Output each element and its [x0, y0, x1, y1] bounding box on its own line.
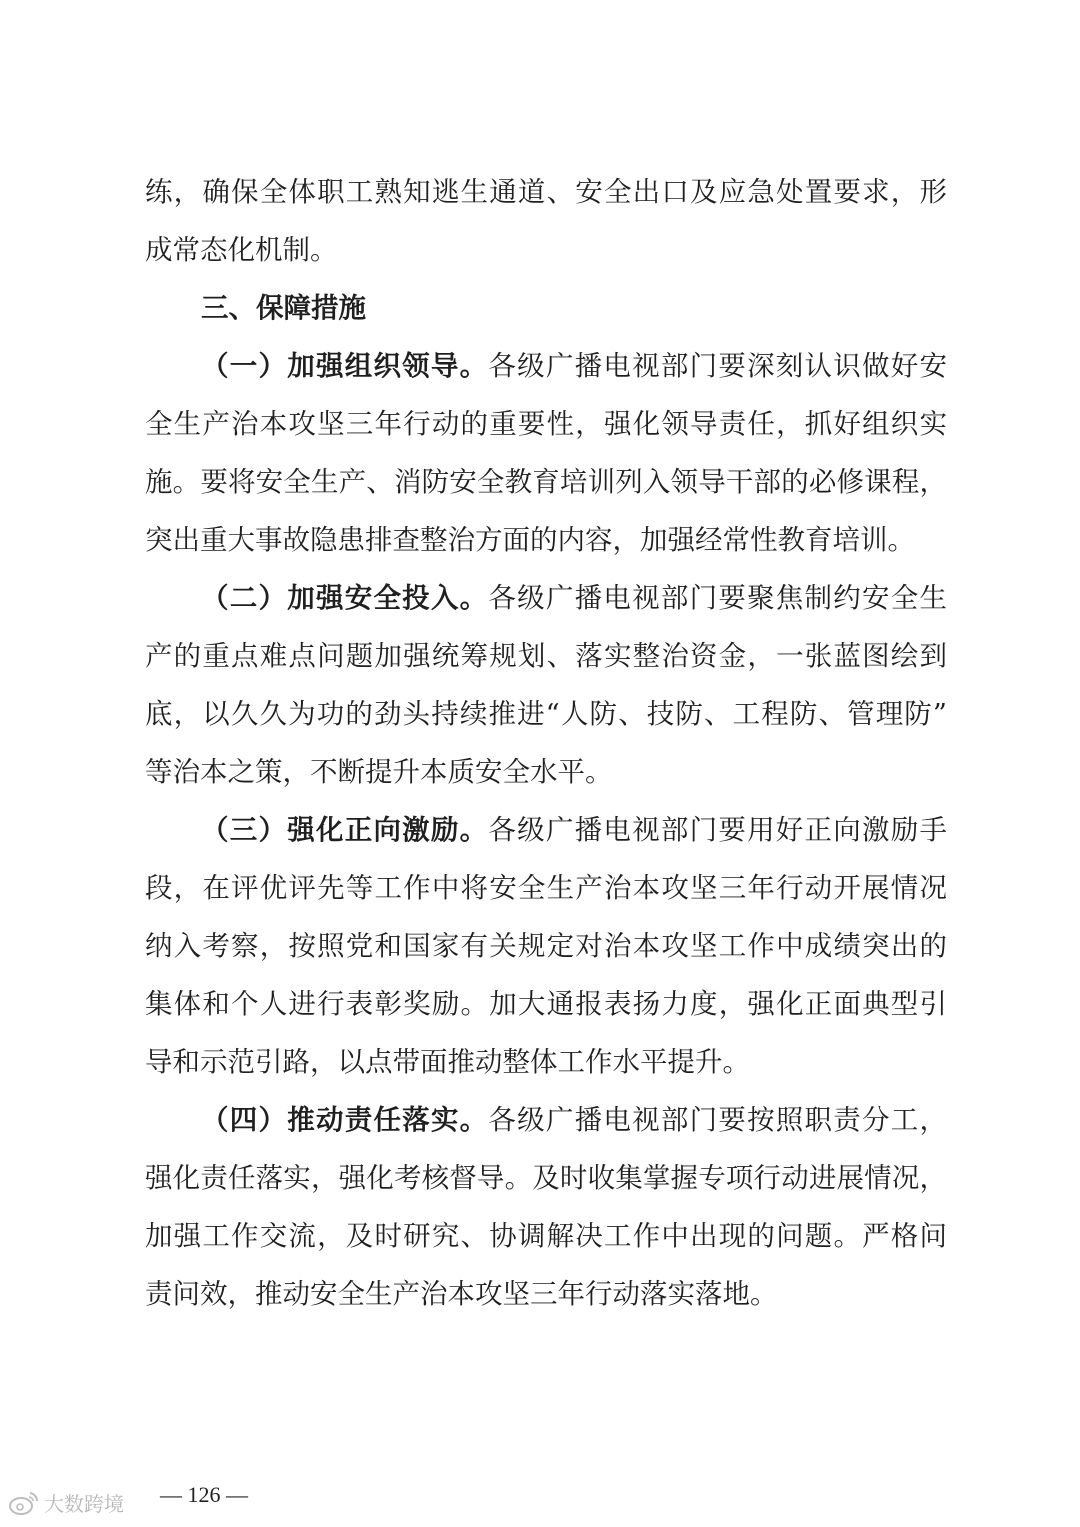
text-line: 全生产治本攻坚三年行动的重要性，强化领导责任，抓好组织实 [145, 408, 947, 440]
paragraph-first-line [145, 1091, 947, 1149]
text-line: 强化责任落实，强化考核督导。及时收集掌握专项行动进展情况， [145, 1162, 947, 1194]
text-line: 纳入考察，按照党和国家有关规定对治本攻坚工作中成绩突出的 [145, 930, 947, 962]
text-line: 产的重点难点问题加强统筹规划、落实整治资金，一张蓝图绘到 [145, 640, 947, 672]
weibo-icon [8, 1489, 40, 1517]
paragraph-text: 各级广播电视部门要聚焦制约安全生 [488, 582, 948, 614]
text-line: 段，在评优评先等工作中将安全生产治本攻坚三年行动开展情况 [145, 872, 947, 904]
page-number: — 126 — [160, 1482, 248, 1507]
paragraph-title: （二）加强安全投入。 [201, 582, 489, 614]
text-line: 等治本之策，不断提升本质安全水平。 [145, 756, 613, 788]
section-heading: 三、保障措施 [201, 292, 366, 324]
paragraph-first-line [145, 801, 947, 859]
text-line: 突出重大事故隐患排查整治方面的内容，加强经常性教育培训。 [145, 524, 915, 556]
text-line: 底，以久久为功的劲头持续推进“人防、技防、工程防、管理防” [145, 698, 947, 730]
text-line: 集体和个人进行表彰奖励。加大通报表扬力度，强化正面典型引 [145, 988, 947, 1020]
text-line: 练，确保全体职工熟知逃生通道、安全出口及应急处置要求，形 [145, 176, 947, 208]
text-line: 成常态化机制。 [145, 234, 338, 266]
paragraph-first-line [145, 337, 947, 395]
text-line: 施。要将安全生产、消防安全教育培训列入领导干部的必修课程， [145, 466, 947, 498]
watermark-text: 大数跨境 [44, 1492, 124, 1516]
watermark [8, 1488, 124, 1517]
paragraph-text: 各级广播电视部门要按照职责分工， [488, 1104, 948, 1136]
document-body [145, 163, 947, 1323]
text-line: 责问效，推动安全生产治本攻坚三年行动落实落地。 [145, 1278, 778, 1310]
paragraph-title: （三）强化正向激励。 [201, 814, 489, 846]
paragraph-title: （一）加强组织领导。 [201, 350, 489, 382]
paragraph-title: （四）推动责任落实。 [201, 1104, 489, 1136]
paragraph-text: 各级广播电视部门要用好正向激励手 [488, 814, 948, 846]
paragraph-first-line [145, 569, 947, 627]
paragraph-text: 各级广播电视部门要深刻认识做好安 [488, 350, 948, 382]
text-line: 加强工作交流，及时研究、协调解决工作中出现的问题。严格问 [145, 1220, 947, 1252]
text-line: 导和示范引路，以点带面推动整体工作水平提升。 [145, 1046, 750, 1078]
